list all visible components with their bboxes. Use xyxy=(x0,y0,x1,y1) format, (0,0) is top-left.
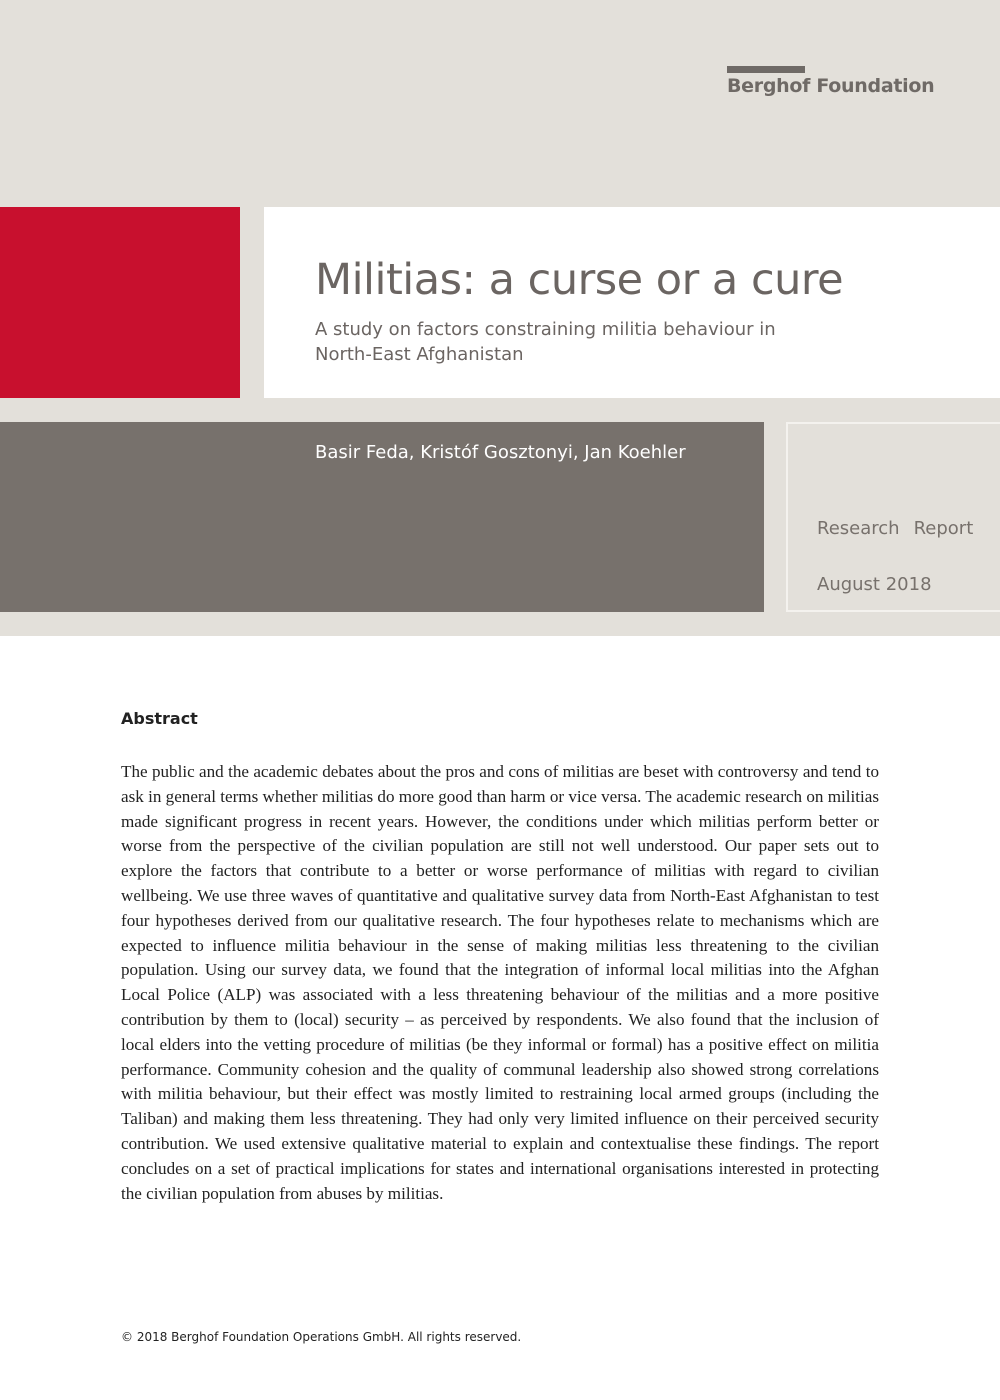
red-accent-block xyxy=(0,207,240,398)
abstract-heading: Abstract xyxy=(121,709,198,728)
document-subtitle: A study on factors constraining militia behaviour in North-East Afghanistan xyxy=(315,319,776,365)
abstract-text: The public and the academic debates about the pros and cons of militias are beset with controversy and tend to ask in general terms whether militias do more good than harm or vice versa. The academic research on militias made significant progress in recent years. However, the conditions under which militias perform better or worse from the perspective of the civilian population are still not well understood. Our paper sets out to explore the factors that contribute to a better or worse performance of militias with regard to civilian wellbeing. We use three waves of quantitative and qualitative survey data from North-East Afghanistan to test four hypotheses derived from our qualitative research. The four hypotheses relate to mechanisms which are expected to influence militia behaviour in the sense of making militias less threatening to the civilian population. Using our survey data, we found that the integration of informal local militias into the Afghan Local Police (ALP) was associated with a less threatening behaviour of the militias and a more positive contribution by them to (local) security – as perceived by respondents. We also found that the inclusion of local elders into the vetting procedure of militias (be they informal or formal) has a positive effect on militia performance. Community cohesion and the quality of communal leadership also showed strong correlations with militia behaviour, but their effect was mostly limited to restraining local armed groups (including the Taliban) and making them less threatening. They had only very limited influence on their perceived security contribution. We used extensive qualitative material to explain and contextualise these findings. The report concludes on a set of practical implications for states and international organisations interested in protecting the civilian population from abuses by militias. xyxy=(121,762,879,1203)
document-title: Militias: a curse or a cure xyxy=(315,255,844,305)
cover-header-band xyxy=(0,0,1000,636)
author-list: Basir Feda, Kristóf Gosztonyi, Jan Koehler xyxy=(315,442,686,463)
logo-bar xyxy=(727,66,805,73)
author-box xyxy=(0,422,764,612)
logo-text: Berghof Foundation xyxy=(727,75,935,97)
report-type-word-1: Research xyxy=(817,518,900,539)
report-meta-box xyxy=(786,422,1000,612)
copyright-notice: © 2018 Berghof Foundation Operations GmbH. All rights reserved. xyxy=(121,1330,522,1344)
title-box xyxy=(264,207,1000,398)
report-type xyxy=(817,518,973,539)
report-date: August 2018 xyxy=(817,574,932,595)
report-type-word-2: Report xyxy=(913,518,974,539)
